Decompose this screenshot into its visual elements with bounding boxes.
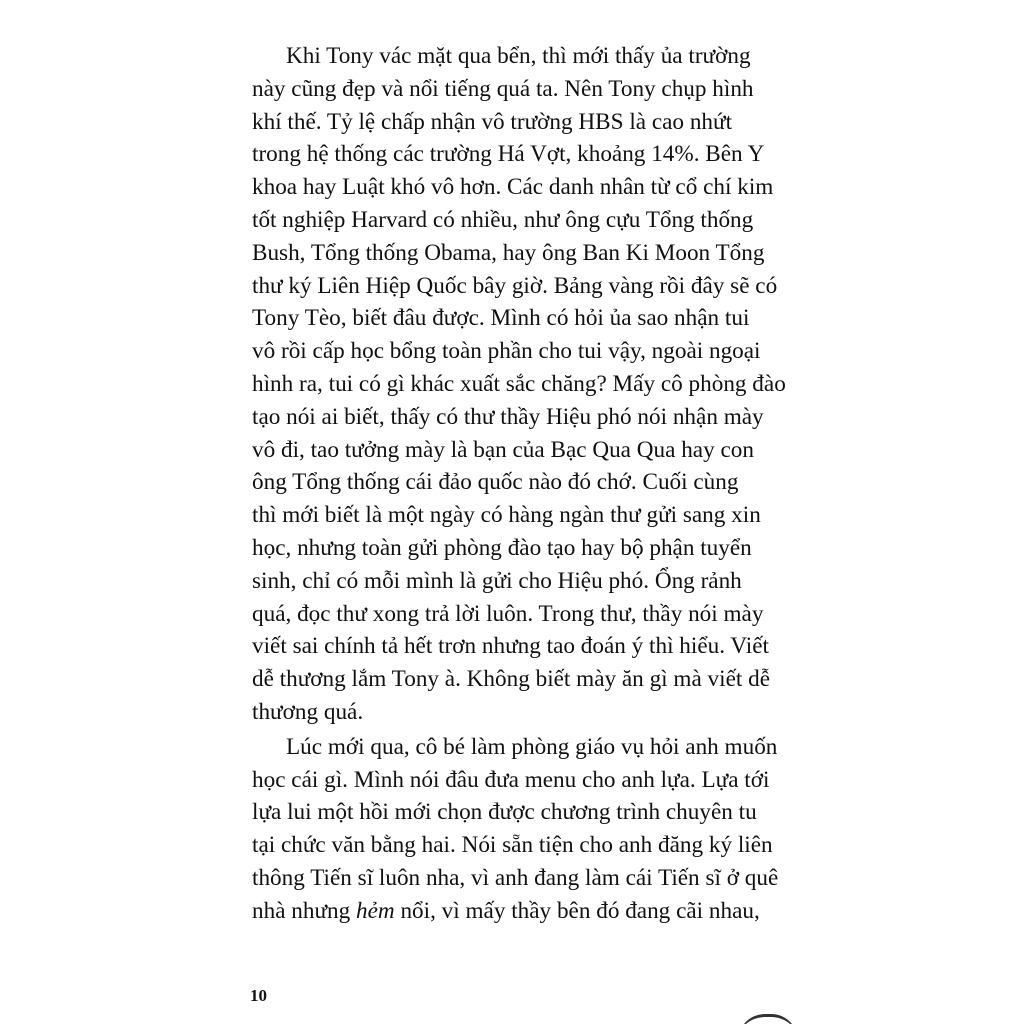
text-line: dễ thương lắm Tony à. Không biết mày ăn gì mà viết dễ — [252, 666, 770, 693]
text-line: quá, đọc thư xong trả lời luôn. Trong thư, thầy nói mày — [252, 600, 764, 627]
text-line: tại chức văn bằng hai. Nói sẵn tiện cho anh đăng ký liên — [252, 832, 773, 859]
text-line: Khi Tony vác mặt qua bển, thì mới thấy ủa trường — [286, 43, 751, 69]
text-line: tốt nghiệp Harvard có nhiều, như ông cựu Tổng thống — [252, 206, 754, 233]
text-line: trong hệ thống các trường Há Vợt, khoảng 14%. Bên Y — [252, 141, 765, 168]
text-line: lựa lui một hồi mới chọn được chương trình chuyên tu — [252, 799, 757, 826]
text-line: thư ký Liên Hiệp Quốc bây giờ. Bảng vàng rồi đây sẽ có — [252, 272, 778, 299]
text-line: khí thế. Tỷ lệ chấp nhận vô trường HBS là cao nhứt — [252, 108, 733, 135]
text-line: này cũng đẹp và nổi tiếng quá ta. Nên Tony chụp hình — [252, 75, 754, 102]
adjacent-page-edge — [738, 1014, 798, 1024]
text-line: thì mới biết là một ngày có hàng ngàn thư gửi sang xin — [252, 502, 761, 529]
text-line: thương quá. — [252, 698, 364, 725]
text-line: Lúc mới qua, cô bé làm phòng giáo vụ hỏi anh muốn — [286, 733, 778, 760]
text-line: viết sai chính tả hết trơn nhưng tao đoán ý thì hiểu. Viết — [252, 633, 769, 660]
page-number: 10 — [250, 986, 267, 1005]
text-line: học, nhưng toàn gửi phòng đào tạo hay bộ phận tuyển — [252, 534, 752, 561]
text-line: tạo nói ai biết, thấy có thư thầy Hiệu phó nói nhận mày — [252, 403, 764, 430]
text-line: ông Tổng thống cái đảo quốc nào đó chớ. Cuối cùng — [252, 469, 739, 496]
text-line: thông Tiến sĩ luôn nha, vì anh đang làm cái Tiến sĩ ở quê — [252, 864, 779, 891]
text-line: khoa hay Luật khó vô hơn. Các danh nhân từ cổ chí kim — [252, 174, 774, 201]
text-line: sinh, chỉ có mỗi mình là gửi cho Hiệu phó. Ổng rảnh — [252, 567, 742, 594]
italic-word: hẻm — [356, 897, 395, 924]
text-line: vô rồi cấp học bổng toàn phần cho tui vậy, ngoài ngoại — [252, 338, 761, 365]
text-line-last — [252, 895, 777, 928]
text-line: Bush, Tổng thống Obama, hay ông Ban Ki Moon Tổng — [252, 239, 765, 266]
text-segment: nổi, vì mấy thầy bên đó đang cãi nhau, — [394, 897, 760, 924]
text-segment: nhà nhưng — [252, 897, 357, 924]
text-line: Tony Tèo, biết đâu được. Mình có hỏi ủa sao nhận tui — [252, 305, 750, 332]
text-line: hình ra, tui có gì khác xuất sắc chăng? Mấy cô phòng đào — [252, 370, 786, 397]
text-line: học cái gì. Mình nói đâu đưa menu cho anh lựa. Lựa tới — [252, 766, 770, 793]
text-line: vô đi, tao tưởng mày là bạn của Bạc Qua Qua hay con — [252, 436, 754, 463]
body-text — [252, 40, 786, 928]
